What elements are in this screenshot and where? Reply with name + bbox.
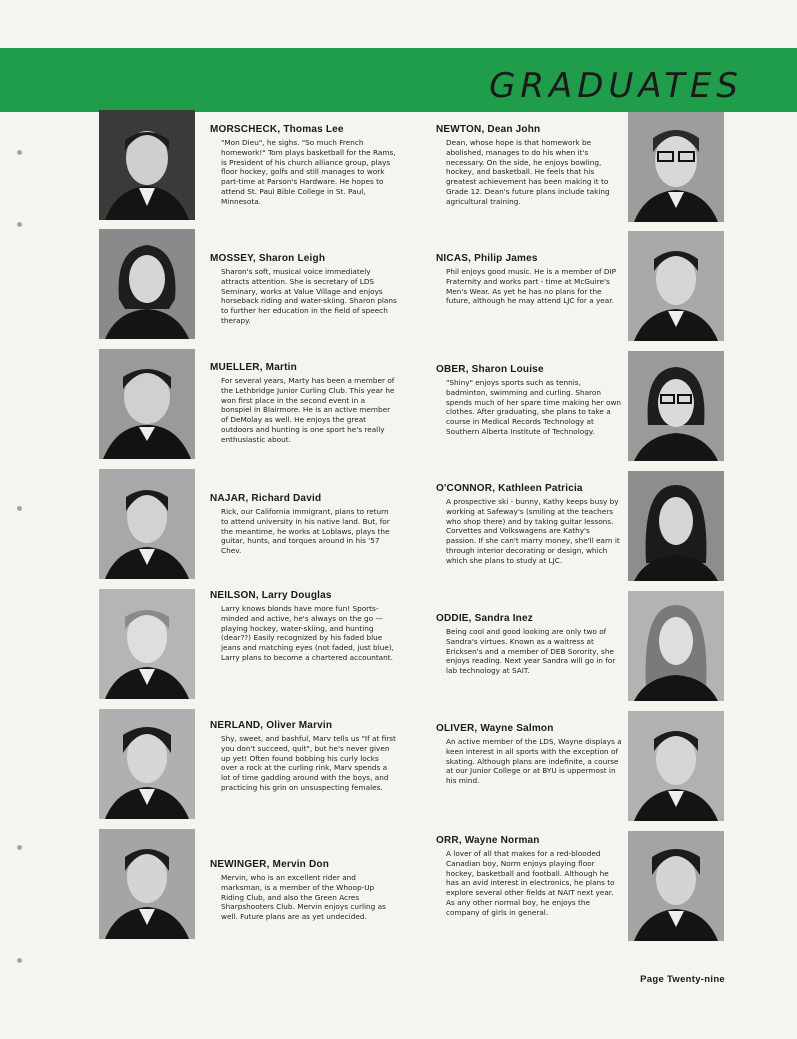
student-name: MOSSEY, Sharon Leigh: [210, 253, 326, 264]
student-entry: [436, 483, 628, 566]
student-entry: [436, 613, 628, 676]
student-name: ODDIE, Sandra Inez: [436, 613, 533, 624]
student-photo: [628, 231, 724, 341]
student-bio: Rick, our California immigrant, plans to return to attend university in his native land. But, for the meantime, he works at Loblaws, plays the guitar, hunts, and torques around in his '57 Chev.: [221, 507, 390, 556]
student-entry: [436, 364, 628, 437]
page-number: Page Twenty-nine: [640, 974, 725, 985]
student-name: OBER, Sharon Louise: [436, 364, 544, 375]
student-entry: [436, 253, 628, 306]
student-name: NICAS, Philip James: [436, 253, 538, 264]
student-photo: [628, 591, 724, 701]
page-title: GRADUATES: [489, 66, 743, 106]
student-name: MORSCHECK, Thomas Lee: [210, 124, 344, 135]
student-entry: [210, 493, 402, 556]
student-bio: "Mon Dieu", he sighs. "So much French homework!" Tom plays basketball for the Rams, is President of his church alliance group, plays floor hockey, golfs and still manages to work part-time at Parson's Hardware. He hopes to attend St. Paul Bible College in St. Paul, Minnesota.: [221, 138, 396, 206]
student-photo: [99, 110, 195, 220]
binder-dot: [17, 845, 22, 850]
student-name: MUELLER, Martin: [210, 362, 297, 373]
binder-dot: [17, 150, 22, 155]
student-entry: [210, 720, 402, 793]
student-entry: [436, 835, 628, 918]
student-photo: [628, 112, 724, 222]
student-photo: [628, 711, 724, 821]
student-bio: Dean, whose hope is that homework be abolished, manages to do his when it's necessary. On the side, he enjoys bowling, hockey, and basketball. He feels that his greatest achievement has been making it to Grade 12. Dean's future plans include taking agricultural training.: [446, 138, 610, 206]
student-bio: Phil enjoys good music. He is a member of DIP Fraternity and works part - time at McGuire's Men's Wear. As yet he has no plans for the future, although he may attend LJC for a year.: [446, 267, 617, 306]
student-photo: [628, 351, 724, 461]
student-photo: [99, 229, 195, 339]
student-photo: [99, 709, 195, 819]
student-entry: [210, 859, 402, 922]
student-photo: [628, 471, 724, 581]
student-name: NAJAR, Richard David: [210, 493, 322, 504]
student-name: NERLAND, Oliver Marvin: [210, 720, 333, 731]
student-name: OLIVER, Wayne Salmon: [436, 723, 554, 734]
student-name: NEWINGER, Mervin Don: [210, 859, 330, 870]
student-bio: A lover of all that makes for a red-blooded Canadian boy, Norm enjoys playing floor hockey, basketball and football. Although he has an avid interest in electronics, he plans to explore several other fields at NAIT next year. As any other normal boy, he enjoys the company of girls in general.: [446, 849, 615, 917]
student-entry: [436, 723, 628, 786]
student-entry: [436, 124, 628, 207]
student-photo: [99, 829, 195, 939]
student-bio: Being cool and good looking are only two of Sandra's virtues. Known as a waitress at Ericksen's and a member of DEB Sorority, she enjoys reading. Next year Sandra will go in for lab technology at SAIT.: [446, 627, 616, 676]
binder-dot: [17, 958, 22, 963]
student-bio: "Shiny" enjoys sports such as tennis, badminton, swimming and curling. Sharon spends much of her spare time making her own clothes. After graduating, she plans to take a course in Medical Records Technology at Southern Alberta Institute of Technology.: [446, 378, 622, 436]
student-name: NEILSON, Larry Douglas: [210, 590, 332, 601]
student-photo: [99, 469, 195, 579]
student-bio: Sharon's soft, musical voice immediately attracts attention. She is secretary of LDS Seminary, works at Value Village and enjoys horseback riding and water-skiing. Sharon plans to further her education in the field of speech therapy.: [221, 267, 397, 325]
student-name: O'CONNOR, Kathleen Patricia: [436, 483, 583, 494]
student-entry: [210, 590, 402, 663]
student-bio: A prospective ski - bunny, Kathy keeps busy by working at Safeway's (smiling at the teachers who shop there) and by taking guitar lessons. Corvettes and Volkswagens are Kathy's passion. If she can't marry money, she'll earn it through interior decorating or design, which which she plans to study at LJC.: [446, 497, 620, 565]
student-photo: [99, 589, 195, 699]
student-entry: [210, 124, 402, 207]
binder-dot: [17, 222, 22, 227]
student-bio: For several years, Marty has been a member of the Lethbridge Junior Curling Club. This year he won first place in the second event in a bonspiel in Blairmore. He is an active member of DeMolay as well. He enjoys the great outdoors and hunting is one sport he's really enthusiastic about.: [221, 376, 395, 444]
student-photo: [99, 349, 195, 459]
student-bio: An active member of the LDS, Wayne displays a keen interest in all sports with the exception of skating. Although plans are indefinite, a course at our Junior College or at BYU is uppermost in his mind.: [446, 737, 622, 786]
student-bio: Larry knows blonds have more fun! Sports-minded and active, he's always on the go — playing hockey, water-skiing, and hunting (dear??) Easily recognized by his faded blue jeans and matching eyes (not faded, just blue), Larry plans to become a chartered accountant.: [221, 604, 395, 662]
student-name: NEWTON, Dean John: [436, 124, 541, 135]
student-bio: Mervin, who is an excellent rider and marksman, is a member of the Whoop-Up Riding Club, and also the Green Acres Sharpshooters Club. Mervin enjoys curling as well. Future plans are as yet undecided.: [221, 873, 386, 922]
student-entry: [210, 362, 402, 445]
student-entry: [210, 253, 402, 326]
student-photo: [628, 831, 724, 941]
student-bio: Shy, sweet, and bashful, Marv tells us "If at first you don't succeed, quit", but he's never given up yet! Often found bobbing his curly locks over a rock at the curling rink, Marv spends a lot of time gadding around with the boys, and practicing his grin on unsuspecting females.: [221, 734, 396, 792]
binder-dot: [17, 506, 22, 511]
student-name: ORR, Wayne Norman: [436, 835, 540, 846]
